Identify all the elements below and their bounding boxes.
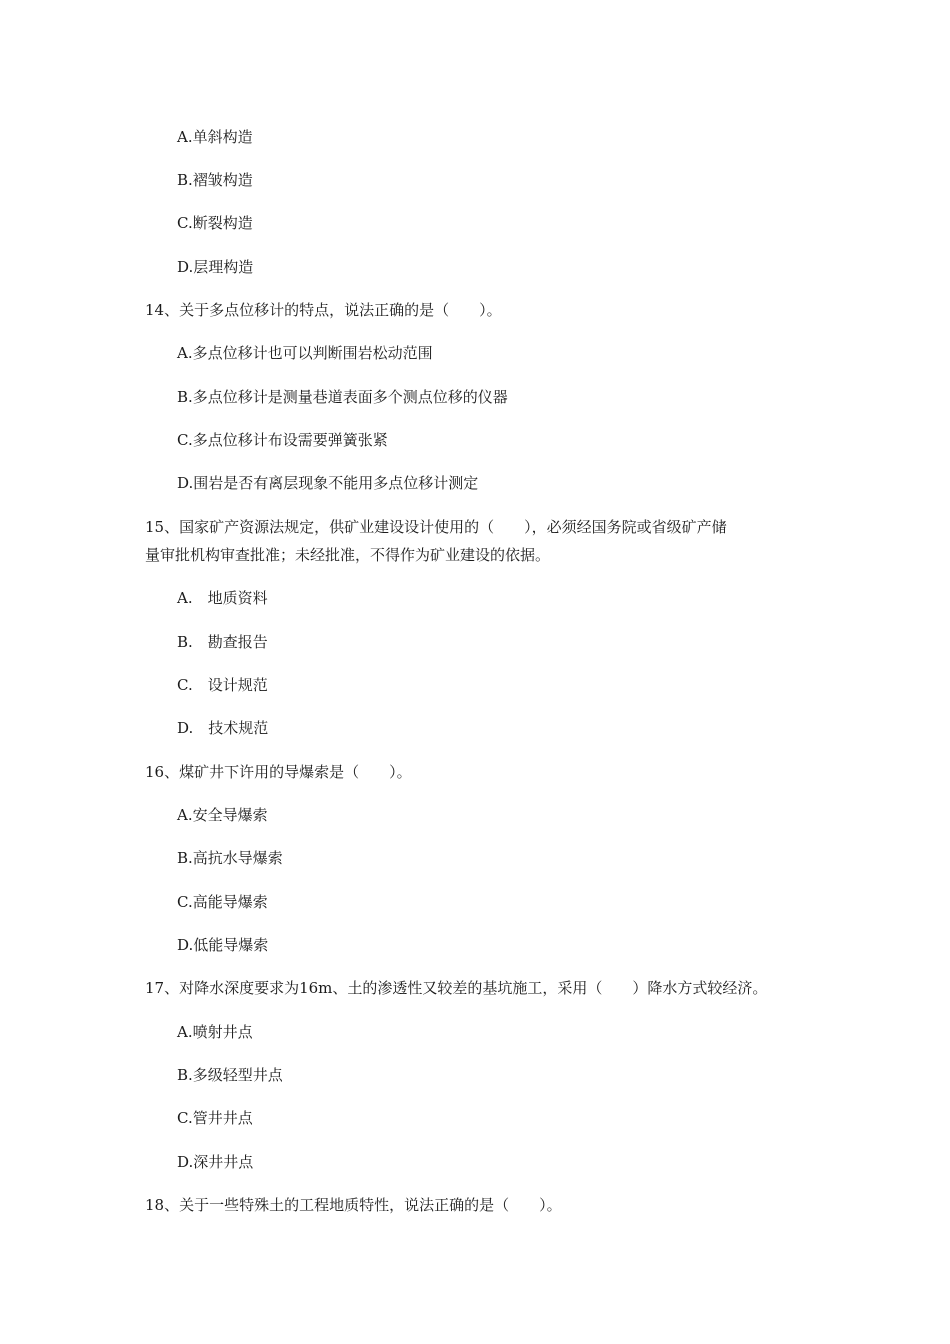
q15-stem-line2: 量审批机构审查批准；未经批准，不得作为矿业建设的依据。 xyxy=(145,546,551,564)
q14-option-a: A.多点位移计也可以判断围岩松动范围 xyxy=(177,344,433,362)
q14-option-c: C.多点位移计布设需要弹簧张紧 xyxy=(177,431,388,449)
q13-option-c: C.断裂构造 xyxy=(177,214,253,232)
q17-option-a: A.喷射井点 xyxy=(177,1023,253,1041)
q14-option-b: B.多点位移计是测量巷道表面多个测点位移的仪器 xyxy=(177,388,508,406)
q15-option-d: D. 技术规范 xyxy=(177,719,269,737)
q15-option-b: B. 勘查报告 xyxy=(177,633,268,651)
q16-option-d: D.低能导爆索 xyxy=(177,936,269,954)
q16-option-a: A.安全导爆索 xyxy=(177,806,268,824)
q15-option-c: C. 设计规范 xyxy=(177,676,268,694)
q13-option-d: D.层理构造 xyxy=(177,258,254,276)
q17-option-d: D.深井井点 xyxy=(177,1153,254,1171)
q17-option-c: C.管井井点 xyxy=(177,1109,253,1127)
q16-option-c: C.高能导爆索 xyxy=(177,893,268,911)
q15-stem-line1: 15、国家矿产资源法规定，供矿业建设设计使用的（ ），必须经国务院或省级矿产储 xyxy=(145,518,727,536)
q16-stem: 16、煤矿井下许用的导爆索是（ ）。 xyxy=(145,763,412,781)
q17-option-b: B.多级轻型井点 xyxy=(177,1066,283,1084)
q13-option-a: A.单斜构造 xyxy=(177,128,253,146)
q14-stem: 14、关于多点位移计的特点，说法正确的是（ ）。 xyxy=(145,301,502,319)
q14-option-d: D.围岩是否有离层现象不能用多点位移计测定 xyxy=(177,474,479,492)
q16-option-b: B.高抗水导爆索 xyxy=(177,849,283,867)
q15-option-a: A. 地质资料 xyxy=(177,589,268,607)
q18-stem: 18、关于一些特殊土的工程地质特性，说法正确的是（ ）。 xyxy=(145,1196,562,1214)
q17-stem: 17、对降水深度要求为16m、土的渗透性又较差的基坑施工，采用（ ）降水方式较经济。 xyxy=(145,979,768,997)
q13-option-b: B.褶皱构造 xyxy=(177,171,253,189)
